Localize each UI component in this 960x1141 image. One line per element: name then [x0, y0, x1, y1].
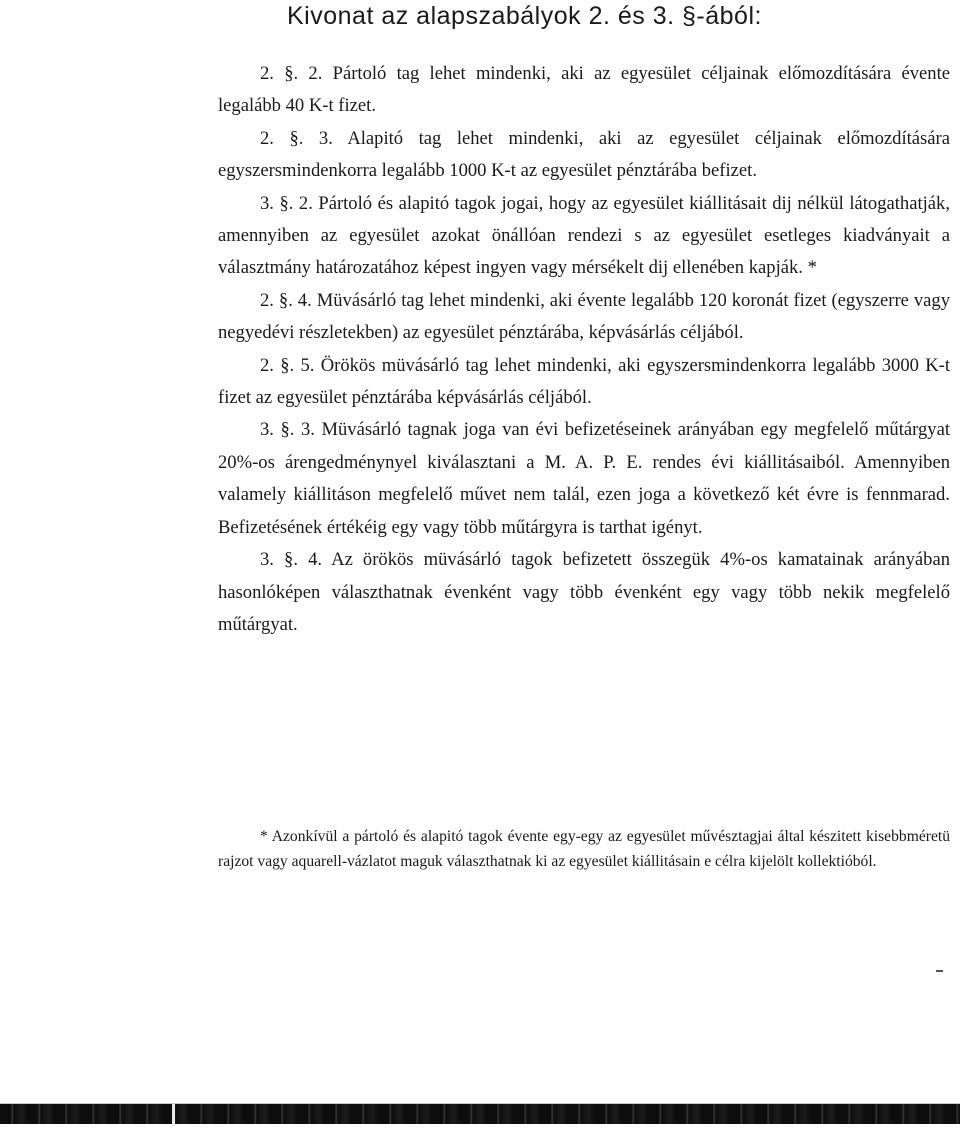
paragraph-art-buyer-rights: 3. §. 3. Müvásárló tagnak joga van évi befizetéseinek arányában egy megfelelő műtárgyat 20%-os árengedménynyel kiválasztani a M. A. P. E. rendes évi kiállitásaiból. Amennyiben valamely kiállitáson megfelelő művet nem talál, ezen joga a következő két évre is fennmarad. Befizetésének értékéig egy vagy több műtárgyra is tarthat igényt.: [218, 419, 950, 538]
scan-edge-dark-strip: [0, 1104, 960, 1124]
paragraph-art-buyer-member: 2. §. 4. Müvásárló tag lehet mindenki, aki évente legalább 120 koronát fizet (egyszerre vagy negyedévi részletekben) az egyesület pénztárába, képvásárlás céljából.: [218, 289, 950, 344]
paragraph-lifetime-buyer-rights: 3. §. 4. Az örökös müvásárló tagok befizetett összegük 4%-os kamatainak arányában hasonlóképen választhatnak évenként vagy több évenként egy vagy több nekik megfelelő műtárgyat.: [218, 549, 950, 635]
paragraph-supporting-member: 2. §. 2. Pártoló tag lehet mindenki, aki az egyesület céljainak előmozdítására évente legalább 40 K-t fizet.: [218, 63, 950, 117]
scan-edge-tick: [172, 1104, 175, 1126]
paragraph-founding-member: 2. §. 3. Alapitó tag lehet mindenki, aki az egyesület céljainak előmozdítására egyszersmindenkorra legalább 1000 K-t az egyesület pénztárába befizet.: [218, 127, 950, 182]
statute-excerpt: [218, 58, 950, 641]
footnote-text: * Azonkívül a pártoló és alapitó tagok évente egy-egy az egyesület művésztagjai által készitett kisebbméretü rajzot vagy aquarell-vázlatot maguk választhatnak ki az egyesület kiállitásain e célra kijelölt kollektióból.: [218, 828, 950, 870]
stray-mark: [936, 970, 943, 972]
footnote: [218, 824, 950, 874]
page-title: Kivonat az alapszabályok 2. és 3. §-ából:: [287, 2, 762, 30]
paragraph-lifetime-art-buyer: 2. §. 5. Örökös müvásárló tag lehet mindenki, aki egyszersmindenkorra legalább 3000 K-t fizet az egyesület pénztárába képvásárlás céljából.: [218, 354, 950, 409]
paragraph-member-rights: 3. §. 2. Pártoló és alapitó tagok jogai, hogy az egyesület kiállitásait dij nélkül látogathatják, amennyiben az egyesület azokat önállóan rendezi s az egyesület esetleges kiadványait a választmány határozatához képest ingyen vagy mérsékelt dij ellenében kapják. *: [218, 192, 950, 279]
